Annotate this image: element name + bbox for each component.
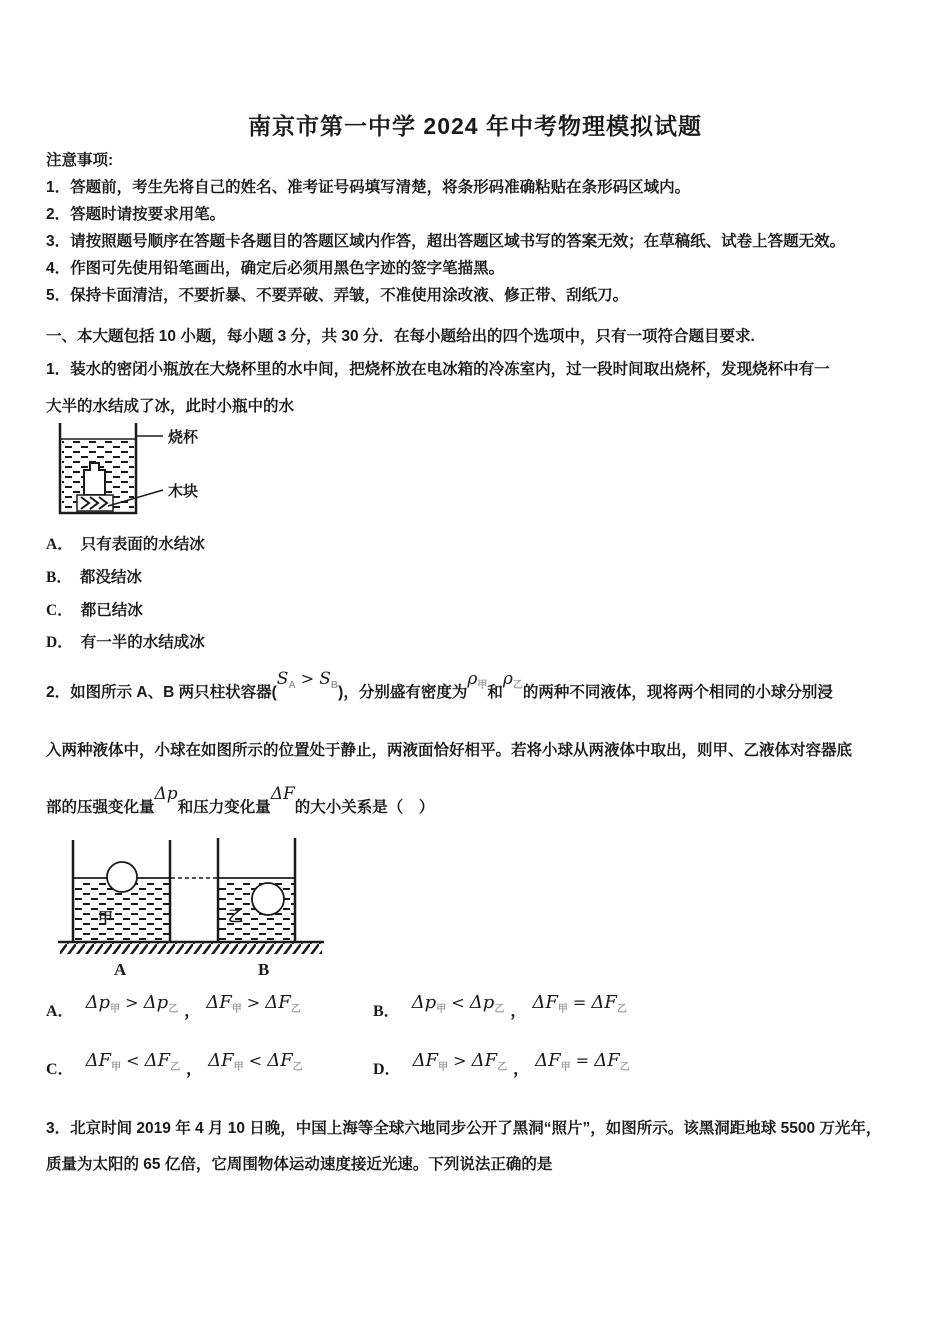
- option-d-formula-2: $\Delta F_甲 = \Delta F_乙$: [535, 1050, 630, 1073]
- q2-option-c: [46, 1050, 307, 1079]
- q2-text: 的两种不同液体，现将两个相同的小球分别浸: [522, 684, 833, 701]
- container-a-drawing: [73, 840, 170, 942]
- q1-stem: [46, 351, 922, 425]
- formula-rho-jia: $\rho_甲$: [467, 669, 488, 691]
- formula-sa-sb: $S_A > S_B$: [276, 669, 339, 691]
- option-c-formula-2: $\Delta F_甲 < \Delta F_乙$: [208, 1050, 303, 1073]
- q1-option-d: [46, 627, 205, 660]
- q1-option-c: [46, 595, 205, 628]
- liquid-jia-label: 甲: [98, 910, 114, 927]
- option-c-label: C．: [46, 1061, 74, 1078]
- option-d-formula-1: $\Delta F_甲 > \Delta F_乙$: [412, 1050, 508, 1073]
- option-b-formula-2: $\Delta F_甲 = \Delta F_乙$: [532, 992, 627, 1015]
- formula-separator: ，: [186, 1061, 203, 1078]
- q2-text: 的大小关系是（ ）: [294, 799, 435, 816]
- option-b-label: B．: [46, 568, 72, 586]
- formula-separator: ，: [510, 1003, 527, 1020]
- option-c-text: 都已结冰: [80, 601, 143, 619]
- container-b-drawing: [218, 838, 295, 942]
- option-a-formula-1: $\Delta p_甲 > \Delta p_乙$: [85, 992, 179, 1015]
- notice-item-1: 1．答题前，考生先将自己的姓名、准考证号码填写清楚，将条形码准确粘贴在条形码区域内。: [46, 179, 691, 196]
- formula-delta-p: Δp: [154, 784, 178, 804]
- option-b-text: 都没结冰: [79, 568, 142, 586]
- option-a-label: A．: [46, 536, 73, 553]
- notice-item-2: 2．答题时请按要求用笔。: [46, 206, 226, 223]
- page-title: 南京市第一中学 2024 年中考物理模拟试题: [248, 113, 702, 139]
- q2-text: 和压力变化量: [177, 799, 271, 816]
- notice-item-5: 5．保持卡面清洁，不要折暴、不要弄破、弄皱，不准使用涂改液、修正带、刮纸刀。: [46, 287, 629, 304]
- beaker-label: 烧杯: [168, 429, 199, 446]
- formula-rho-yi: $\rho_乙$: [502, 669, 523, 691]
- wood-block-label: 木块: [168, 483, 199, 500]
- notice-item-3: 3．请按照题号顺序在答题卡各题目的答题区域内作答，超出答题区域书写的答案无效；在草稿纸、试卷上答题无效。: [46, 233, 846, 250]
- formula-separator: ，: [184, 1003, 201, 1020]
- option-a-formula-2: $\Delta F_甲 > \Delta F_乙$: [206, 992, 301, 1015]
- notice-heading: 注意事项:: [46, 152, 114, 169]
- option-d-label: D．: [373, 1061, 401, 1078]
- q1-stem-line1: 1．装水的密闭小瓶放在大烧杯里的水中间，把烧杯放在电冰箱的冷冻室内，过一段时间取出烧杯，发现烧杯中有一: [46, 361, 830, 378]
- wood-block-drawing: [77, 495, 113, 511]
- option-c-formula-1: $\Delta F_甲 < \Delta F_乙$: [85, 1050, 181, 1073]
- container-b-label: B: [258, 960, 270, 979]
- option-a-label: A．: [46, 1003, 74, 1020]
- formula-delta-f: ΔF: [270, 784, 295, 804]
- ball-b-submerged: [252, 883, 284, 915]
- q1-option-b: [46, 562, 205, 595]
- q2-text: 2．如图所示 A、B 两只柱状容器(: [46, 684, 277, 701]
- q2-text: )，分别盛有密度为: [338, 684, 468, 701]
- q2-stem-line3: [46, 779, 924, 836]
- q2-text: 部的压强变化量: [46, 799, 155, 816]
- option-b-formula-1: $\Delta p_甲 < \Delta p_乙$: [411, 992, 505, 1015]
- option-a-text: 只有表面的水结冰: [80, 536, 205, 553]
- section1-heading: 一、本大题包括 10 小题，每小题 3 分，共 30 分．在每小题给出的四个选项中，只有一项符合题目要求.: [46, 328, 755, 345]
- q3-stem-line2: 质量为太阳的 65 亿倍，它周围物体运动速度接近光速。下列说法正确的是: [46, 1156, 553, 1173]
- q2-option-d: [373, 1050, 634, 1079]
- ball-a-floating: [107, 862, 137, 892]
- container-a-label: A: [114, 960, 127, 979]
- q2-stem: [46, 664, 924, 836]
- notice-section: [46, 147, 922, 309]
- q2-option-a: [46, 992, 305, 1021]
- q2-figure: [58, 836, 338, 981]
- notice-item-4: 4．作图可先使用铅笔画出，确定后必须用黑色字迹的签字笔描黑。: [46, 260, 505, 277]
- q1-figure: [56, 419, 266, 519]
- liquid-yi-label: 乙: [228, 908, 244, 925]
- q3-stem: [46, 1111, 924, 1183]
- option-d-label: D．: [46, 634, 73, 652]
- q2-text: 和: [487, 684, 503, 701]
- option-b-label: B．: [373, 1003, 400, 1020]
- q2-stem-line1: [46, 664, 924, 723]
- q2-stem-line2: 入两种液体中，小球在如图所示的位置处于静止，两液面恰好相平。若将小球从两液体中取出，则甲、乙液体对容器底: [46, 742, 853, 759]
- ground-drawing: [58, 942, 324, 954]
- option-c-label: C．: [46, 601, 73, 619]
- q1-stem-line2: 大半的水结成了冰，此时小瓶中的水: [46, 398, 295, 415]
- q3-stem-line1: 3．北京时间 2019 年 4 月 10 日晚，中国上海等全球六地同步公开了黑洞“照片”，如图所示。该黑洞距地球 5500 万光年，: [46, 1120, 882, 1137]
- q2-option-b: [373, 992, 631, 1021]
- formula-separator: ，: [513, 1061, 530, 1078]
- q1-option-a: [46, 529, 205, 562]
- q1-options: [46, 529, 205, 660]
- option-d-text: 有一半的水结成冰: [80, 634, 205, 652]
